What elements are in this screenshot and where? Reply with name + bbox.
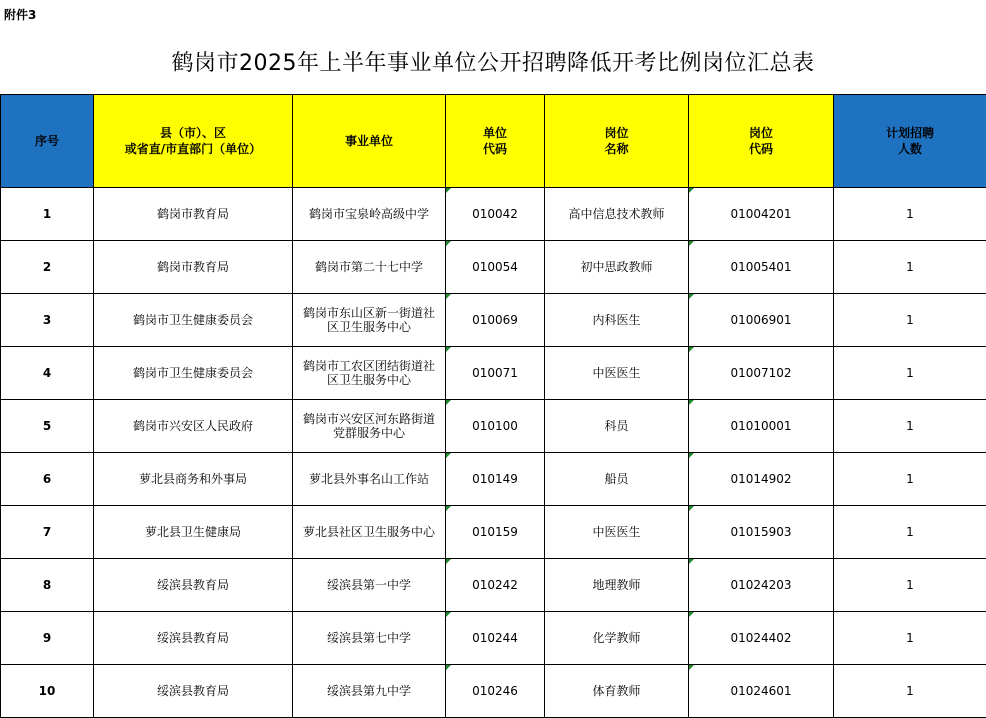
- table-row: [1, 347, 986, 400]
- cell-post-name: 化学教师: [545, 612, 689, 665]
- cell-post-code: 01014902: [689, 453, 834, 506]
- cell-unit-line1: 萝北县外事名山工作站: [295, 472, 443, 486]
- header-unit-code-line1: 单位: [448, 125, 542, 141]
- cell-unit: [293, 188, 446, 241]
- cell-unit-code: 010100: [446, 400, 545, 453]
- cell-unit-line1: 绥滨县第一中学: [295, 578, 443, 592]
- cell-seq: 3: [1, 294, 94, 347]
- cell-post-code: 01010001: [689, 400, 834, 453]
- cell-unit: [293, 559, 446, 612]
- table-row: [1, 453, 986, 506]
- cell-post-code: 01024402: [689, 612, 834, 665]
- table-body: [1, 188, 986, 718]
- cell-seq: 5: [1, 400, 94, 453]
- cell-seq: 9: [1, 612, 94, 665]
- cell-unit-code: 010149: [446, 453, 545, 506]
- cell-plan: 1: [834, 453, 986, 506]
- header-plan-line2: 人数: [836, 141, 984, 157]
- cell-unit-code: 010242: [446, 559, 545, 612]
- cell-post-name: 内科医生: [545, 294, 689, 347]
- cell-dept: 鹤岗市卫生健康委员会: [94, 294, 293, 347]
- table-row: [1, 294, 986, 347]
- header-dept-line1: 县（市）、区: [96, 125, 290, 141]
- cell-dept: 绥滨县教育局: [94, 665, 293, 718]
- cell-unit-line2: 区卫生服务中心: [295, 320, 443, 334]
- cell-plan: 1: [834, 612, 986, 665]
- header-row: [1, 95, 986, 188]
- cell-unit-code: 010042: [446, 188, 545, 241]
- cell-unit-line1: 鹤岗市第二十七中学: [295, 260, 443, 274]
- table-row: [1, 506, 986, 559]
- cell-plan: 1: [834, 506, 986, 559]
- cell-unit-line2: 党群服务中心: [295, 426, 443, 440]
- cell-post-code: 01007102: [689, 347, 834, 400]
- cell-unit: [293, 665, 446, 718]
- attachment-label: 附件3: [4, 6, 36, 23]
- page-title: 鹤岗市2025年上半年事业单位公开招聘降低开考比例岗位汇总表: [0, 46, 986, 77]
- cell-post-code: 01024601: [689, 665, 834, 718]
- cell-post-name: 高中信息技术教师: [545, 188, 689, 241]
- header-seq: [1, 95, 94, 188]
- cell-post-name: 中医医生: [545, 506, 689, 559]
- header-post-name-line2: 名称: [547, 141, 686, 157]
- table-row: [1, 559, 986, 612]
- cell-seq: 6: [1, 453, 94, 506]
- cell-post-name: 地理教师: [545, 559, 689, 612]
- cell-post-name: 科员: [545, 400, 689, 453]
- cell-post-code: 01006901: [689, 294, 834, 347]
- cell-dept: 鹤岗市卫生健康委员会: [94, 347, 293, 400]
- header-plan: [834, 95, 986, 188]
- cell-unit-line1: 鹤岗市工农区团结街道社: [295, 359, 443, 373]
- cell-post-name: 中医医生: [545, 347, 689, 400]
- cell-dept: 鹤岗市教育局: [94, 188, 293, 241]
- cell-dept: 鹤岗市教育局: [94, 241, 293, 294]
- cell-unit-line1: 绥滨县第九中学: [295, 684, 443, 698]
- header-post-code-line2: 代码: [691, 141, 831, 157]
- table-row: [1, 665, 986, 718]
- cell-dept: 萝北县卫生健康局: [94, 506, 293, 559]
- cell-unit-line2: 区卫生服务中心: [295, 373, 443, 387]
- header-unit-code: [446, 95, 545, 188]
- cell-post-name: 体育教师: [545, 665, 689, 718]
- table-row: [1, 612, 986, 665]
- header-post-code: [689, 95, 834, 188]
- cell-plan: 1: [834, 347, 986, 400]
- cell-post-code: 01015903: [689, 506, 834, 559]
- cell-seq: 1: [1, 188, 94, 241]
- table-row: [1, 400, 986, 453]
- cell-unit-code: 010069: [446, 294, 545, 347]
- cell-plan: 1: [834, 665, 986, 718]
- header-post-name-line1: 岗位: [547, 125, 686, 141]
- table-row: [1, 188, 986, 241]
- cell-seq: 10: [1, 665, 94, 718]
- cell-unit-line1: 绥滨县第七中学: [295, 631, 443, 645]
- cell-unit-code: 010054: [446, 241, 545, 294]
- cell-seq: 8: [1, 559, 94, 612]
- cell-unit: [293, 612, 446, 665]
- cell-unit-code: 010246: [446, 665, 545, 718]
- header-post-name: [545, 95, 689, 188]
- cell-unit: [293, 347, 446, 400]
- cell-dept: 鹤岗市兴安区人民政府: [94, 400, 293, 453]
- cell-post-name: 初中思政教师: [545, 241, 689, 294]
- header-department: [94, 95, 293, 188]
- cell-dept: 绥滨县教育局: [94, 559, 293, 612]
- header-unit-code-line2: 代码: [448, 141, 542, 157]
- cell-seq: 7: [1, 506, 94, 559]
- header-dept-line2: 或省直/市直部门（单位）: [96, 141, 290, 157]
- cell-unit-line1: 鹤岗市东山区新一街道社: [295, 306, 443, 320]
- cell-unit-line1: 鹤岗市宝泉岭高级中学: [295, 207, 443, 221]
- cell-unit: [293, 506, 446, 559]
- cell-seq: 4: [1, 347, 94, 400]
- cell-seq: 2: [1, 241, 94, 294]
- cell-unit-code: 010071: [446, 347, 545, 400]
- cell-post-code: 01005401: [689, 241, 834, 294]
- cell-plan: 1: [834, 294, 986, 347]
- cell-plan: 1: [834, 559, 986, 612]
- header-seq-label: 序号: [35, 134, 59, 148]
- cell-dept: 萝北县商务和外事局: [94, 453, 293, 506]
- cell-post-code: 01004201: [689, 188, 834, 241]
- cell-unit-line1: 鹤岗市兴安区河东路街道: [295, 412, 443, 426]
- cell-unit: [293, 453, 446, 506]
- cell-plan: 1: [834, 400, 986, 453]
- cell-post-code: 01024203: [689, 559, 834, 612]
- cell-plan: 1: [834, 241, 986, 294]
- cell-plan: 1: [834, 188, 986, 241]
- table-row: [1, 241, 986, 294]
- cell-unit: [293, 400, 446, 453]
- cell-unit-code: 010159: [446, 506, 545, 559]
- cell-post-name: 船员: [545, 453, 689, 506]
- cell-unit-code: 010244: [446, 612, 545, 665]
- recruitment-table: [0, 94, 986, 718]
- header-unit-label: 事业单位: [345, 134, 393, 148]
- header-unit: [293, 95, 446, 188]
- cell-unit: [293, 294, 446, 347]
- cell-dept: 绥滨县教育局: [94, 612, 293, 665]
- cell-unit-line1: 萝北县社区卫生服务中心: [295, 525, 443, 539]
- header-post-code-line1: 岗位: [691, 125, 831, 141]
- header-plan-line1: 计划招聘: [836, 125, 984, 141]
- cell-unit: [293, 241, 446, 294]
